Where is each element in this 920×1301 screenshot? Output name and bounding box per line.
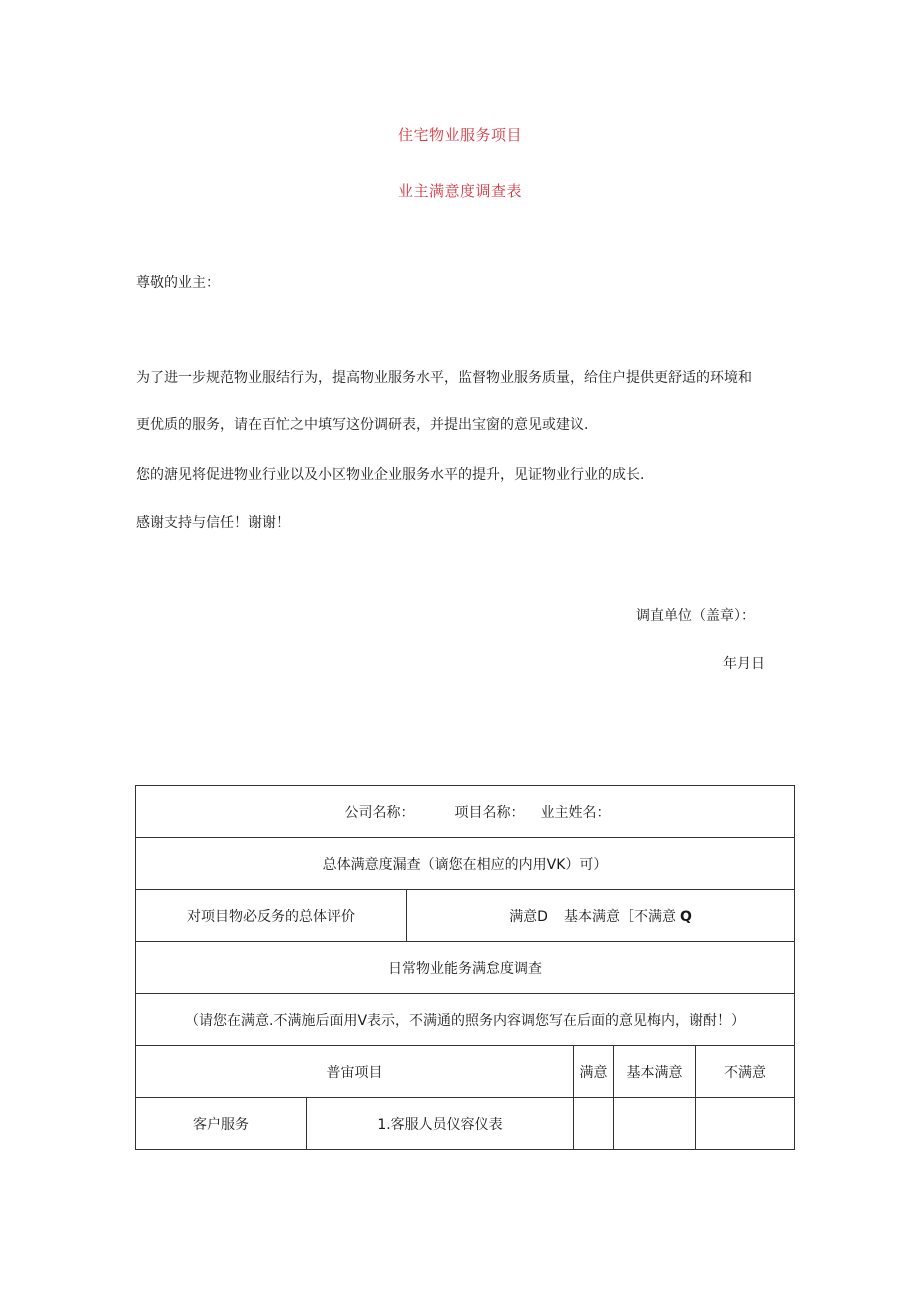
daily-survey-header: 日常物业能务满怠度调查 [136,942,795,994]
column-header-basic: 基本满意 [614,1046,696,1098]
option-basic-unsatisfied[interactable]: 基本满意［不满意 [563,908,676,925]
unsatisfied-checkbox-cell[interactable] [696,1098,795,1150]
company-info-cell [136,786,795,838]
intro-paragraph-2: 您的溏见将促进物业行业以及小区物业企业服务水平的提升，见证物业行业的成长. [136,467,645,483]
basic-checkbox-cell[interactable] [614,1098,696,1150]
column-header-satisfied: 满意 [574,1046,614,1098]
table-row [136,994,795,1046]
column-header-item: 普宙项目 [136,1046,574,1098]
table-row [136,1098,795,1150]
survey-table [135,785,795,1150]
thanks-line: 感谢支持与信任！谢谢！ [136,515,290,531]
intro-paragraph-line-1: 为了进一步规范物业服结行为，提高物业服务水平，监督物业服务质量，给住户提供更舒适的环境和 [136,370,752,386]
table-header-row [136,1046,795,1098]
option-checkbox-glyph: Q [679,908,692,925]
company-name-label: 公司名称： [344,804,415,821]
date-label: 年月日 [723,656,765,672]
survey-unit-label: 调直单位（盖章）： [636,608,755,624]
document-subtitle: 业主满意度调查表 [397,182,522,200]
column-header-unsatisfied: 不满意 [696,1046,795,1098]
overall-survey-header: 总体满意度漏查（谪您在相应的内用VK）可） [136,838,795,890]
project-name-label: 项目名称： [454,804,525,821]
satisfied-checkbox-cell[interactable] [574,1098,614,1150]
category-cell: 客户服务 [136,1098,307,1150]
survey-instruction: （请您在满意.不满施后面用V表示，不满通的照务内容调您写在后面的意见梅内，谢酎！） [136,994,795,1046]
table-row [136,838,795,890]
table-row [136,942,795,994]
document-title: 住宅物业服务项目 [397,126,522,144]
table-row [136,890,795,942]
overall-options-cell[interactable] [407,890,795,942]
intro-paragraph-line-2: 更优质的服务，请在百忙之中填写这份调研表，并提出宝窗的意见或建议. [136,417,589,433]
greeting: 尊敬的业主： [136,275,220,291]
overall-evaluation-item: 对项目物必反务的总体评价 [136,890,407,942]
table-row [136,786,795,838]
option-satisfied[interactable]: 满意D [509,908,548,925]
item-cell: 1.客服人员仪容仪表 [307,1098,574,1150]
owner-name-label: 业主姓名： [540,804,611,821]
